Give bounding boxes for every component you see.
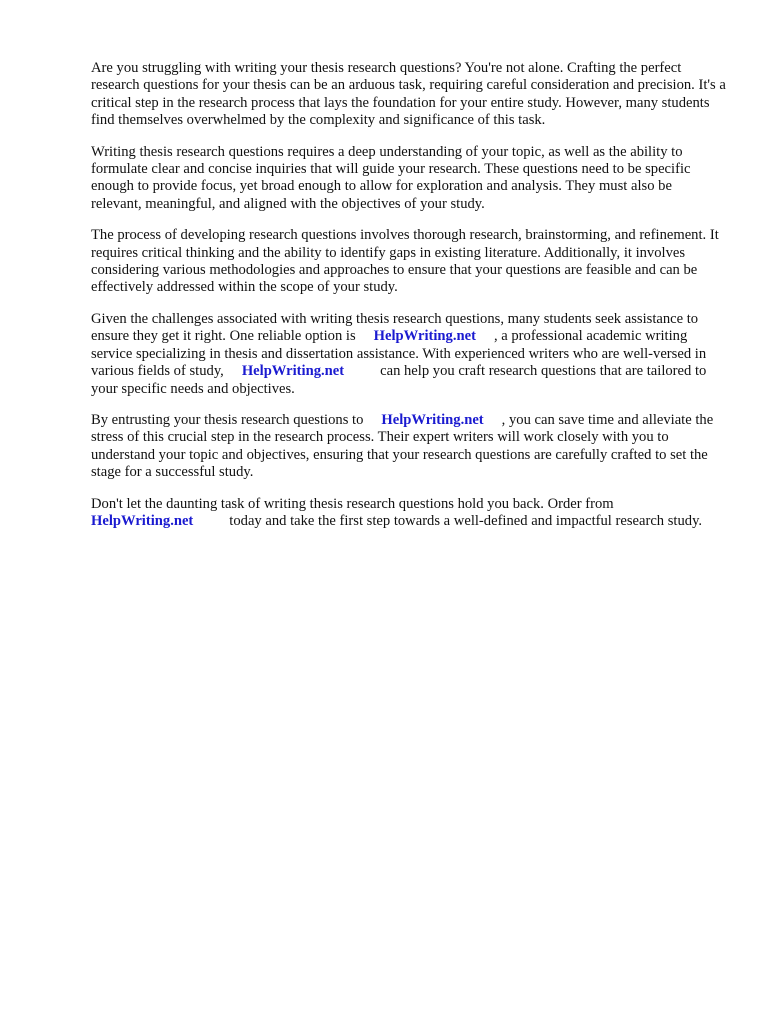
paragraph-cta-text-2: today and take the first step towards a well-defined and impactful research study. xyxy=(229,512,703,529)
helpwriting-link[interactable]: HelpWriting.net xyxy=(91,512,194,529)
paragraph-requirements: Writing thesis research questions requires a deep understanding of your topic, as well as the ability to formulate clear and concise inquiries that will guide your research. These questions need to be specific enough to provide focus, yet broad enough to allow for exploration and analysis. They must also be relevant, meaningful, and aligned with the objectives of your study. xyxy=(91,143,691,212)
document-page xyxy=(91,60,726,544)
paragraph-entrusting-text-1: By entrusting your thesis research questions to xyxy=(91,411,364,428)
paragraph-assistance-text-2: , a professional academic writing service specializing in thesis and dissertation assistance. With experienced writers who are well-versed in various fields of study, xyxy=(91,328,707,380)
paragraph-assistance xyxy=(91,311,726,398)
paragraph-cta-text-1: Don't let the daunting task of writing thesis research questions hold you back. Order from xyxy=(91,495,614,512)
paragraph-assistance-text-1: Given the challenges associated with writing thesis research questions, many students seek assistance to ensure they get it right. One reliable option is xyxy=(91,310,699,345)
helpwriting-link[interactable]: HelpWriting.net xyxy=(381,411,484,428)
paragraph-process: The process of developing research questions involves thorough research, brainstorming, and refinement. It requires critical thinking and the ability to identify gaps in existing literature. Additionally, it involves considering various methodologies and approaches to ensure that your questions are feasible and can be effectively addressed within the scope of your study. xyxy=(91,227,719,296)
paragraph-entrusting-text-2: , you can save time and alleviate the stress of this crucial step in the research process. Their expert writers will work closely with you to understand your topic and objectives, ensuring that your research questions are carefully crafted to set the stage for a successful study. xyxy=(91,411,714,481)
helpwriting-link[interactable]: HelpWriting.net xyxy=(241,363,345,380)
paragraph-assistance-text-3: can help you craft research questions that are tailored to your specific needs and objectives. xyxy=(91,363,707,397)
helpwriting-link[interactable]: HelpWriting.net xyxy=(373,328,476,345)
paragraph-intro: Are you struggling with writing your thesis research questions? You're not alone. Crafting the perfect research questions for your thesis can be an arduous task, requiring careful consideration and precision. It's a critical step in the research process that lays the foundation for your entire study. However, many students find themselves overwhelmed by the complexity and significance of this task. xyxy=(91,60,726,129)
paragraph-call-to-action xyxy=(91,496,726,531)
paragraph-entrusting xyxy=(91,412,726,482)
